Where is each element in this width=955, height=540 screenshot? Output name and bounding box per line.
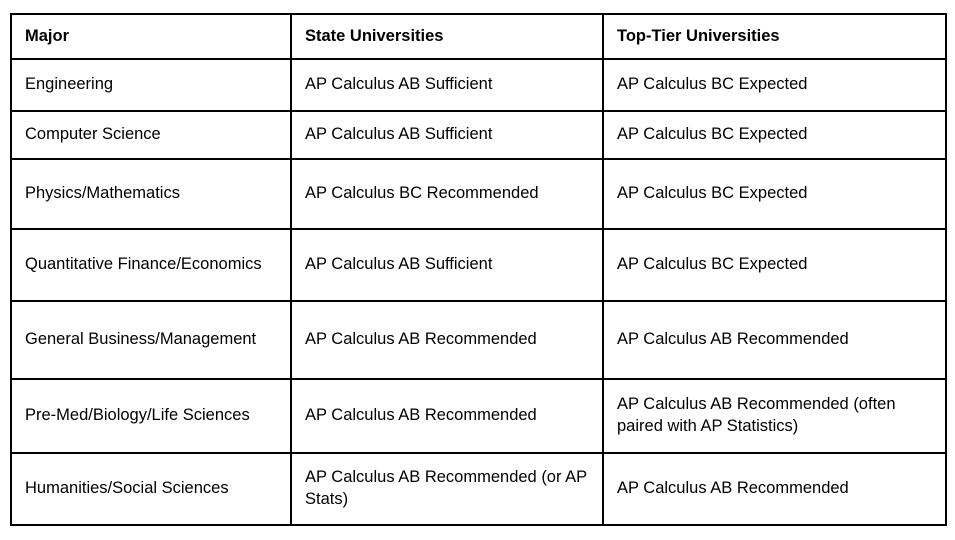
table-header <box>11 14 946 59</box>
math-requirements-table <box>10 13 947 526</box>
cell-toptier: AP Calculus BC Expected <box>603 159 946 229</box>
cell-major: Engineering <box>11 59 291 111</box>
cell-toptier: AP Calculus AB Recommended <box>603 301 946 379</box>
table-row <box>11 159 946 229</box>
cell-major: Computer Science <box>11 111 291 159</box>
table-row <box>11 301 946 379</box>
cell-major: Pre-Med/Biology/Life Sciences <box>11 379 291 453</box>
column-header-top-tier-universities: Top-Tier Universities <box>603 14 946 59</box>
table-row <box>11 453 946 525</box>
cell-state: AP Calculus AB Sufficient <box>291 59 603 111</box>
cell-toptier: AP Calculus BC Expected <box>603 229 946 301</box>
table-row <box>11 379 946 453</box>
cell-state: AP Calculus AB Sufficient <box>291 229 603 301</box>
cell-major: Physics/Mathematics <box>11 159 291 229</box>
table-row <box>11 229 946 301</box>
cell-major: General Business/Management <box>11 301 291 379</box>
cell-toptier: AP Calculus AB Recommended (often paired with AP Statistics) <box>603 379 946 453</box>
cell-state: AP Calculus AB Recommended <box>291 301 603 379</box>
cell-toptier: AP Calculus BC Expected <box>603 111 946 159</box>
cell-major: Humanities/Social Sciences <box>11 453 291 525</box>
cell-toptier: AP Calculus AB Recommended <box>603 453 946 525</box>
table-header-row <box>11 14 946 59</box>
table-row <box>11 59 946 111</box>
cell-major: Quantitative Finance/Economics <box>11 229 291 301</box>
cell-state: AP Calculus BC Recommended <box>291 159 603 229</box>
cell-toptier: AP Calculus BC Expected <box>603 59 946 111</box>
table-row <box>11 111 946 159</box>
column-header-major: Major <box>11 14 291 59</box>
table-body <box>11 59 946 525</box>
column-header-state-universities: State Universities <box>291 14 603 59</box>
cell-state: AP Calculus AB Sufficient <box>291 111 603 159</box>
cell-state: AP Calculus AB Recommended <box>291 379 603 453</box>
cell-state: AP Calculus AB Recommended (or AP Stats) <box>291 453 603 525</box>
requirements-table-container <box>10 13 945 526</box>
